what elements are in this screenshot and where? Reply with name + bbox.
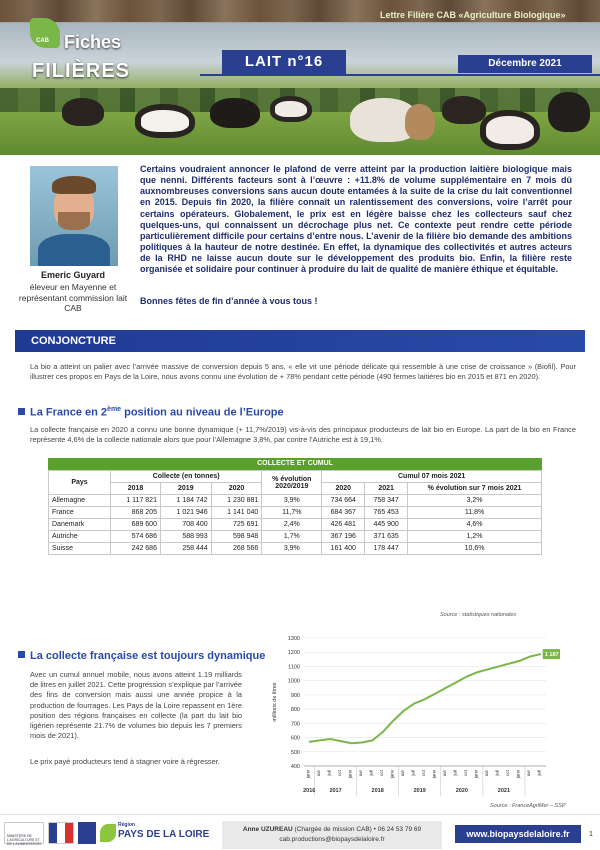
collecte-price-paragraph: Le prix payé producteurs tend à stagner voire à régresser. (30, 757, 220, 766)
x-tick-label: janv (389, 770, 395, 779)
table-cell-pays: Allemagne (49, 495, 111, 507)
editorial-text: Certains voudraient annoncer le plafond de verre atteint par la production laitière biologique mais que nenni. Différents facteurs sont à l’œuvre : +11.8% de volume supplémentaire en 7 mois dû auxnombreuses conversions sans aucun doute entamées à la suite de la crise du lait conventionnel en 2015. Depuis fin 2020, la filière connaît un ralentissement des conversions, voire l’arrêt pour certains opérateurs. Globalement, le prix est en légère baisse chez les collecteurs sauf chez quelques-uns, qui connaissent un décrochage plus net. Ce contexte peut rendre cette période particulièrement difficile pour certains d’entre nous. L’avenir de la filière bio demande des ambitions politiques à la hauteur de notre destinée. En effet, la dynamique des collectivités et autres acteurs de la RHD ne laisse aucun doute sur le développement des produits bio. Enfin, la filière reste organisée et solidaire pour continuer à produire du lait de qualité de manière éthique et équitable. (140, 164, 572, 275)
website-link[interactable]: www.biopaysdelaloire.fr (455, 825, 581, 843)
data-point (393, 720, 394, 721)
data-point (509, 663, 510, 664)
x-tick-label: avr (442, 770, 448, 777)
x-tick-label: juil (326, 770, 332, 776)
collecte-line-chart (264, 630, 560, 800)
cow-image (135, 104, 195, 138)
data-point (488, 669, 489, 670)
square-bullet-icon (18, 651, 25, 658)
y-tick-label: 400 (290, 764, 300, 770)
republic-logo (48, 822, 74, 844)
cow-image (210, 98, 260, 128)
header-year: 2018 (111, 483, 161, 495)
leaf-icon: CAB (30, 18, 60, 48)
table-cell-evol: 11,7% (262, 507, 322, 519)
x-tick-label: oct (336, 770, 342, 777)
year-label: 2019 (413, 788, 426, 794)
author-name: Emeric Guyard (40, 270, 106, 280)
header-year: 2020 (211, 483, 262, 495)
x-tick-label: avr (399, 770, 405, 777)
collecte-table (48, 458, 542, 555)
table-cell-y2018: 1 117 821 (111, 495, 161, 507)
table-cell-pays: Autriche (49, 531, 111, 543)
table-title: COLLECTE ET CUMUL (48, 458, 542, 470)
header-evol: % évolution 2020/2019 (262, 471, 322, 495)
france-subheading: La France en 2ème position au niveau de l’Europe (18, 406, 284, 419)
x-tick-label: juil (410, 770, 416, 776)
table-cell-c2020: 734 664 (322, 495, 365, 507)
table-cell-y2020: 1 230 881 (211, 495, 262, 507)
partner-logo (78, 822, 96, 844)
editorial-greeting: Bonnes fêtes de fin d’année à vous tous ! (140, 296, 318, 306)
table-row (49, 495, 542, 507)
france-paragraph: La collecte française en 2020 a connu une bonne dynamique (+ 11,7%/2019) vis-à-vis des principaux producteurs de lait bio en Europe. La part de la bio en France représente 4,6% de la collecte nationale alors que pour l’Allemagne 3,8%, par contre l’Autriche est à 19,1%. (30, 425, 576, 445)
data-point (330, 738, 331, 739)
header-cumul-year: 2020 (322, 483, 365, 495)
table-cell-y2018: 242 686 (111, 543, 161, 555)
x-tick-label: avr (526, 770, 532, 777)
region-name: PAYS DE LA LOIRE (118, 829, 210, 840)
y-tick-label: 600 (290, 735, 300, 742)
letter-title: Lettre Filière CAB «Agriculture Biologique» (380, 10, 566, 20)
cow-image (480, 110, 540, 150)
header-collecte: Collecte (en tonnes) (111, 471, 262, 483)
cow-image (442, 96, 486, 124)
table-cell-y2018: 868 205 (111, 507, 161, 519)
table-cell-cevol: 3,2% (408, 495, 542, 507)
ministry-logo: MINISTÈRE DE L’AGRICULTURE ET DE L’ALIMENTATION (4, 822, 44, 844)
author-role: éleveur en Mayenne et représentant commission lait CAB (18, 282, 128, 314)
table-cell-cevol: 10,6% (408, 543, 542, 555)
x-tick-label: juil (536, 770, 542, 776)
table-source: Source : statistiques nationales (440, 612, 517, 618)
data-point (519, 660, 520, 661)
author-portrait (30, 166, 118, 266)
cow-image (62, 98, 104, 126)
table-cell-y2020: 598 948 (211, 531, 262, 543)
header-banner (0, 0, 600, 155)
table-cell-evol: 3,9% (262, 543, 322, 555)
conjoncture-paragraph: La bio a atteint un palier avec l’arrivée massive de conversion depuis 5 ans, « elle vit une période délicate qui ressemble à une crise de croissance » (Biofil). Pour illustrer ces propos en Pays de la Loire, nous avons connu une évolution de + 78% pendant cette période (490 fermes laitières bio en 2015 et 871 en 2020). (30, 362, 576, 382)
table-cell-y2020: 725 691 (211, 519, 262, 531)
collecte-paragraph: Avec un cumul annuel mobile, nous avons atteint 1.19 milliards de litres en juillet 2021. Cette progression s’explique par l’arrivée des fins de conversion mais aussi une année propice à la production de fourrages. Les Pays de la Loire repassent en 1ère position des régions françaises en collecte (la part du lait bio ligérien représente 21.7% de volumes bio depuis les 7 premiers mois de 2021). (30, 670, 242, 741)
year-label: 2020 (455, 788, 468, 794)
table-row (49, 543, 542, 555)
year-label: 2016 (303, 788, 316, 794)
data-point (340, 741, 341, 742)
table-cell-cevol: 4,6% (408, 519, 542, 531)
x-tick-label: oct (505, 770, 511, 777)
x-tick-label: oct (378, 770, 384, 777)
logo-filieres-text: FILIÈRES (32, 60, 131, 82)
region-logo-icon (100, 824, 116, 842)
x-tick-label: janv (431, 770, 437, 779)
table-cell-c2021: 765 453 (365, 507, 408, 519)
table-cell-c2020: 161 400 (322, 543, 365, 555)
y-axis-label: millions de litres (272, 682, 278, 722)
data-point (351, 743, 352, 744)
table-row (49, 519, 542, 531)
y-tick-label: 800 (290, 707, 300, 714)
table-cell-pays: France (49, 507, 111, 519)
y-tick-label: 1100 (288, 664, 300, 671)
data-point (414, 703, 415, 704)
y-tick-label: 700 (290, 721, 300, 728)
logo-fiches-text: Fiches (64, 32, 122, 52)
y-tick-label: 500 (290, 749, 300, 756)
header-cumul-evol: % évolution sur 7 mois 2021 (408, 483, 542, 495)
header-cumul-year: 2021 (365, 483, 408, 495)
data-point (540, 653, 541, 654)
table-cell-pays: Danemark (49, 519, 111, 531)
table-cell-y2020: 268 566 (211, 543, 262, 555)
table-cell-cevol: 11,8% (408, 507, 542, 519)
data-point (435, 693, 436, 694)
y-tick-label: 1300 (287, 636, 300, 642)
header-year: 2019 (160, 483, 211, 495)
table-cell-y2019: 708 400 (160, 519, 211, 531)
x-tick-label: avr (357, 770, 363, 777)
issue-date: Décembre 2021 (458, 55, 592, 73)
table-cell-c2021: 445 900 (365, 519, 408, 531)
header-cumul: Cumul 07 mois 2021 (322, 471, 542, 483)
data-point (530, 656, 531, 657)
table-cell-cevol: 1,2% (408, 531, 542, 543)
data-point (456, 681, 457, 682)
year-label: 2021 (497, 788, 511, 794)
table-cell-y2019: 258 444 (160, 543, 211, 555)
table-cell-c2020: 684 367 (322, 507, 365, 519)
data-point (424, 699, 425, 700)
y-tick-label: 1000 (287, 678, 300, 685)
table-row (49, 531, 542, 543)
table-cell-y2018: 574 686 (111, 531, 161, 543)
x-tick-label: juil (452, 770, 458, 776)
year-label: 2017 (329, 788, 342, 794)
page-number: 1 (589, 831, 593, 838)
cow-image (548, 92, 590, 132)
x-tick-label: janv (305, 770, 311, 779)
table-cell-evol: 2,4% (262, 519, 322, 531)
contact-box: Anne UZUREAU (Chargée de mission CAB) • 06 24 53 79 69 cab.productions@biopaysdelaloire.fr (222, 821, 442, 849)
cow-image (270, 96, 312, 122)
x-tick-label: avr (315, 770, 321, 777)
table-cell-pays: Suisse (49, 543, 111, 555)
table-cell-c2021: 758 347 (365, 495, 408, 507)
table-cell-evol: 1,7% (262, 531, 322, 543)
data-point (372, 740, 373, 741)
table-cell-c2021: 371 635 (365, 531, 408, 543)
fiches-filieres-logo (14, 14, 131, 90)
end-value-label: 1 187 (544, 652, 559, 659)
x-tick-label: juil (368, 770, 374, 776)
chart-source: Source : FranceAgriMer – SSP (490, 803, 566, 809)
table-cell-evol: 3,9% (262, 495, 322, 507)
year-label: 2018 (371, 788, 384, 794)
y-tick-label: 900 (290, 692, 300, 699)
region-label-small: Région (118, 822, 135, 828)
x-tick-label: juil (494, 770, 500, 776)
contact-email[interactable]: cab.productions@biopaysdelaloire.fr (279, 835, 385, 843)
x-tick-label: janv (473, 770, 479, 779)
data-point (477, 672, 478, 673)
table-cell-y2019: 1 021 946 (160, 507, 211, 519)
table-cell-y2018: 689 600 (111, 519, 161, 531)
table-row (49, 507, 542, 519)
table-cell-y2019: 588 993 (160, 531, 211, 543)
issue-title: LAIT n°16 (222, 50, 346, 74)
table-cell-c2021: 178 447 (365, 543, 408, 555)
data-point (445, 687, 446, 688)
data-point (382, 731, 383, 732)
x-tick-label: avr (484, 770, 490, 777)
x-tick-label: janv (347, 770, 353, 779)
cow-image (405, 104, 435, 140)
x-tick-label: oct (421, 770, 426, 777)
square-bullet-icon (18, 408, 25, 415)
table-cell-c2020: 367 196 (322, 531, 365, 543)
y-tick-label: 1200 (287, 650, 300, 657)
data-point (403, 710, 404, 711)
table-cell-y2020: 1 141 040 (211, 507, 262, 519)
x-tick-label: janv (515, 770, 521, 779)
collecte-subheading: La collecte française est toujours dynamique (18, 650, 265, 662)
x-tick-label: oct (463, 770, 469, 777)
table-cell-c2020: 426 481 (322, 519, 365, 531)
data-point (319, 740, 320, 741)
header-rule (200, 74, 600, 76)
data-point (361, 742, 362, 743)
data-point (498, 666, 499, 667)
section-title-conjoncture: CONJONCTURE (15, 330, 585, 352)
data-point (466, 676, 467, 677)
header-pays: Pays (49, 471, 111, 495)
data-point (309, 741, 310, 742)
table-cell-y2019: 1 184 742 (160, 495, 211, 507)
